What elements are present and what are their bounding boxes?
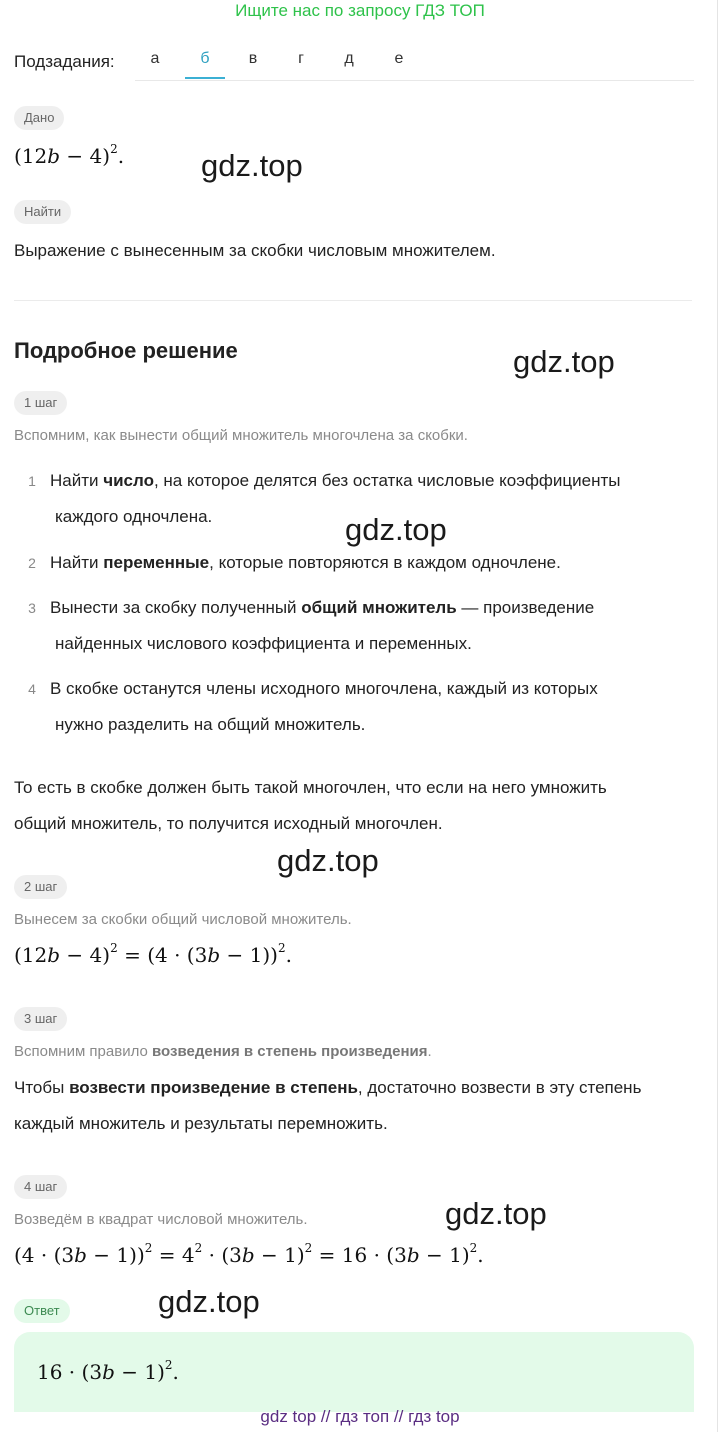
search-banner[interactable]: Ищите нас по запросу ГДЗ ТОП	[235, 1, 485, 20]
section-divider	[14, 300, 692, 301]
step4-pill: 4 шаг	[14, 1175, 67, 1199]
subtask-tab-d[interactable]: д	[344, 50, 354, 67]
find-pill: Найти	[14, 200, 71, 224]
step4-hint: Возведём в квадрат числовой множитель.	[14, 1211, 308, 1228]
footer-links[interactable]: gdz top // гдз топ // гдз top	[260, 1407, 460, 1426]
answer-box	[14, 1332, 694, 1412]
subtask-tab-b[interactable]: б	[185, 50, 225, 79]
step1-hint: Вспомним, как вынести общий множитель многочлена за скобки.	[14, 427, 468, 444]
step3-text-line2: каждый множитель и результаты перемножить.	[14, 1114, 388, 1133]
watermark: gdz.top	[345, 512, 447, 547]
list-item-number: 3	[28, 600, 36, 616]
watermark: gdz.top	[277, 843, 379, 878]
step1-pill: 1 шаг	[14, 391, 67, 415]
step3-hint: Вспомним правило возведения в степень произведения.	[14, 1043, 432, 1060]
step2-hint: Вынесем за скобки общий числовой множитель.	[14, 911, 352, 928]
step3-text-line1: Чтобы возвести произведение в степень, достаточно возвести в эту степень	[14, 1078, 642, 1097]
subtasks-label: Подзадания:	[14, 52, 115, 71]
list-item-text: Вынести за скобку полученный общий множитель — произведение найденных числового коэффициента и переменных.	[50, 598, 595, 653]
solution-title: Подробное решение	[14, 338, 238, 363]
subtasks-tabs	[135, 44, 694, 81]
step3-pill: 3 шаг	[14, 1007, 67, 1031]
list-item-number: 1	[28, 473, 36, 489]
given-expression: $(12b - 4)^2$.	[14, 142, 125, 168]
list-item-text: В скобке останутся члены исходного многочлена, каждый из которых нужно разделить на общий множитель.	[50, 679, 598, 734]
subtask-tab-v[interactable]: в	[248, 50, 258, 67]
watermark: gdz.top	[158, 1284, 260, 1319]
right-edge-rule	[717, 0, 718, 1432]
subtask-tab-a[interactable]: а	[150, 50, 160, 67]
answer-pill: Ответ	[14, 1299, 70, 1323]
subtasks-bar	[14, 44, 694, 82]
answer-expression: $16 \cdot (3b - 1)^2$.	[37, 1358, 179, 1384]
watermark: gdz.top	[201, 148, 303, 183]
subtask-tab-g[interactable]: г	[298, 50, 304, 67]
list-item-text: Найти переменные, которые повторяются в каждом одночлене.	[50, 553, 561, 572]
watermark: gdz.top	[445, 1196, 547, 1231]
given-pill: Дано	[14, 106, 64, 130]
list-item-text: Найти число, на которое делятся без остатка числовые коэффициенты каждого одночлена.	[50, 471, 621, 526]
list-item-number: 4	[28, 681, 36, 697]
watermark: gdz.top	[513, 344, 615, 379]
find-text: Выражение с вынесенным за скобки числовым множителем.	[14, 241, 496, 260]
step2-expression: $(12b - 4)^2 = (4 \cdot (3b - 1))^2$.	[14, 941, 292, 967]
step1-conclusion-line2: общий множитель, то получится исходный многочлен.	[14, 814, 443, 833]
step2-pill: 2 шаг	[14, 875, 67, 899]
list-item-number: 2	[28, 555, 36, 571]
subtask-tab-e[interactable]: е	[394, 50, 404, 67]
step4-expression: $(4 \cdot (3b - 1))^2 = 4^2 \cdot (3b - 1)^2 = 16 \cdot (3b - 1)^2$.	[14, 1241, 484, 1267]
step1-conclusion-line1: То есть в скобке должен быть такой многочлен, что если на него умножить	[14, 778, 607, 797]
